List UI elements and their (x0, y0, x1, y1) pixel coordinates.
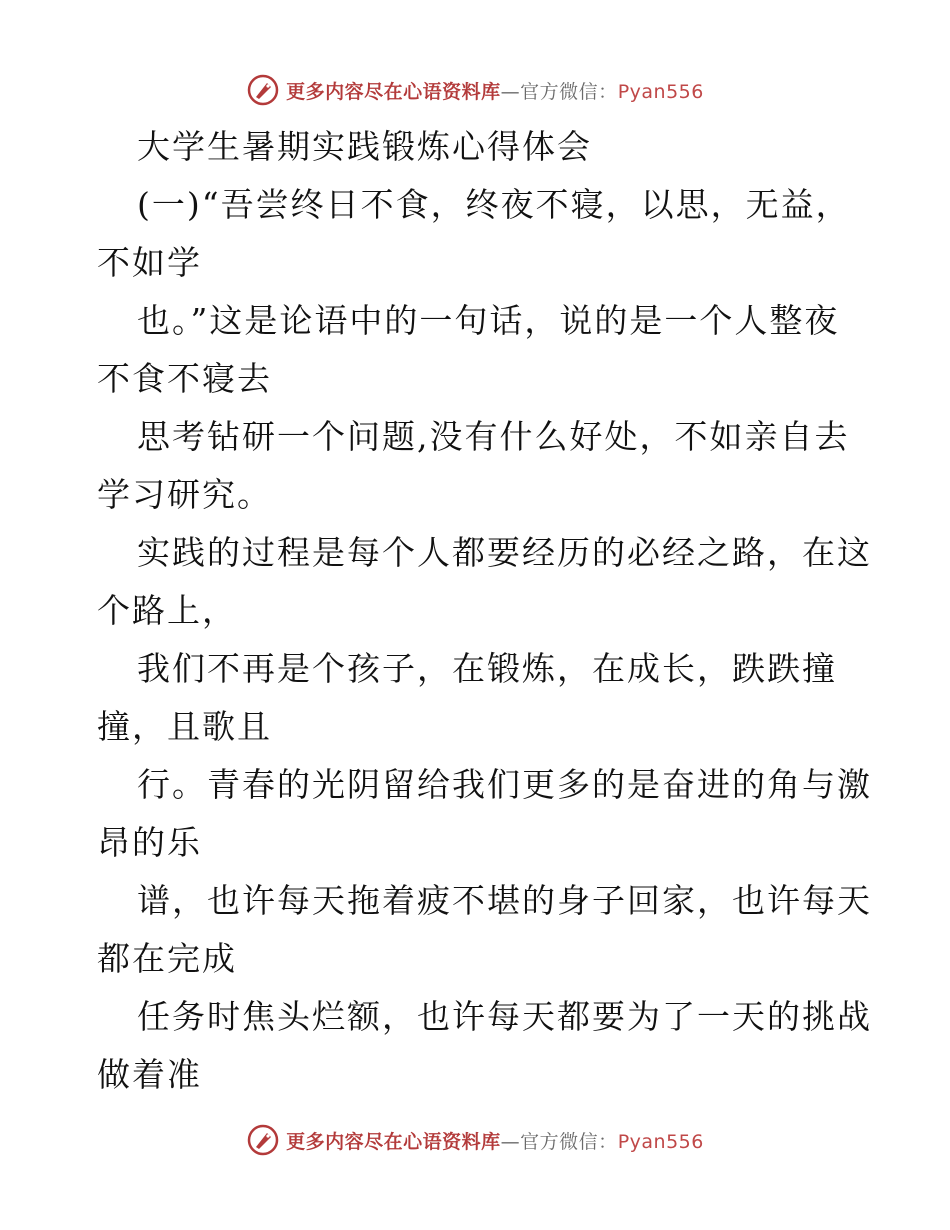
banner-dash: — (500, 80, 521, 103)
document-title: 大学生暑期实践锻炼心得体会 (137, 127, 592, 166)
pen-nib-logo-icon (246, 1123, 280, 1157)
text-line: 不如学 (97, 243, 202, 282)
text-line: 个路上， (97, 591, 237, 630)
pen-nib-logo-icon (246, 73, 280, 107)
text-line: 不食不寝去 (97, 359, 272, 398)
text-line: 实践的过程是每个人都要经历的必经之路，在这 (137, 533, 872, 572)
banner-wechat-id: Pyan556 (617, 1130, 704, 1153)
text-line: 任务时焦头烂额，也许每天都要为了一天的挑战 (137, 997, 872, 1036)
text-line: 思考钻研一个问题,没有什么好处，不如亲自去 (137, 417, 850, 456)
text-line: 行。青春的光阴留给我们更多的是奋进的角与激 (137, 765, 872, 804)
banner-text (286, 1127, 704, 1154)
banner-wechat-label: 官方微信： (520, 80, 618, 103)
document-body (97, 118, 872, 1104)
text-line: 也。”这是论语中的一句话，说的是一个人整夜 (137, 301, 840, 340)
text-line: 做着准 (97, 1055, 202, 1094)
banner-wechat-id: Pyan556 (617, 80, 704, 103)
banner-main-text: 更多内容尽在心语资料库 (286, 1130, 501, 1153)
banner-text (286, 77, 704, 104)
text-line: 我们不再是个孩子，在锻炼，在成长，跌跌撞 (137, 649, 837, 688)
banner-main-text: 更多内容尽在心语资料库 (286, 80, 501, 103)
footer-banner (0, 1120, 950, 1160)
banner-dash: — (500, 1130, 521, 1153)
text-line: 都在完成 (97, 939, 237, 978)
text-line: 谱，也许每天拖着疲不堪的身子回家，也许每天 (137, 881, 872, 920)
text-line: 撞，且歌且 (97, 707, 272, 746)
text-line: 学习研究。 (97, 475, 272, 514)
banner-wechat-label: 官方微信： (520, 1130, 618, 1153)
header-banner (0, 70, 950, 110)
text-line: 昂的乐 (97, 823, 202, 862)
text-line: (一)“吾尝终日不食，终夜不寝，以思，无益， (137, 185, 851, 224)
